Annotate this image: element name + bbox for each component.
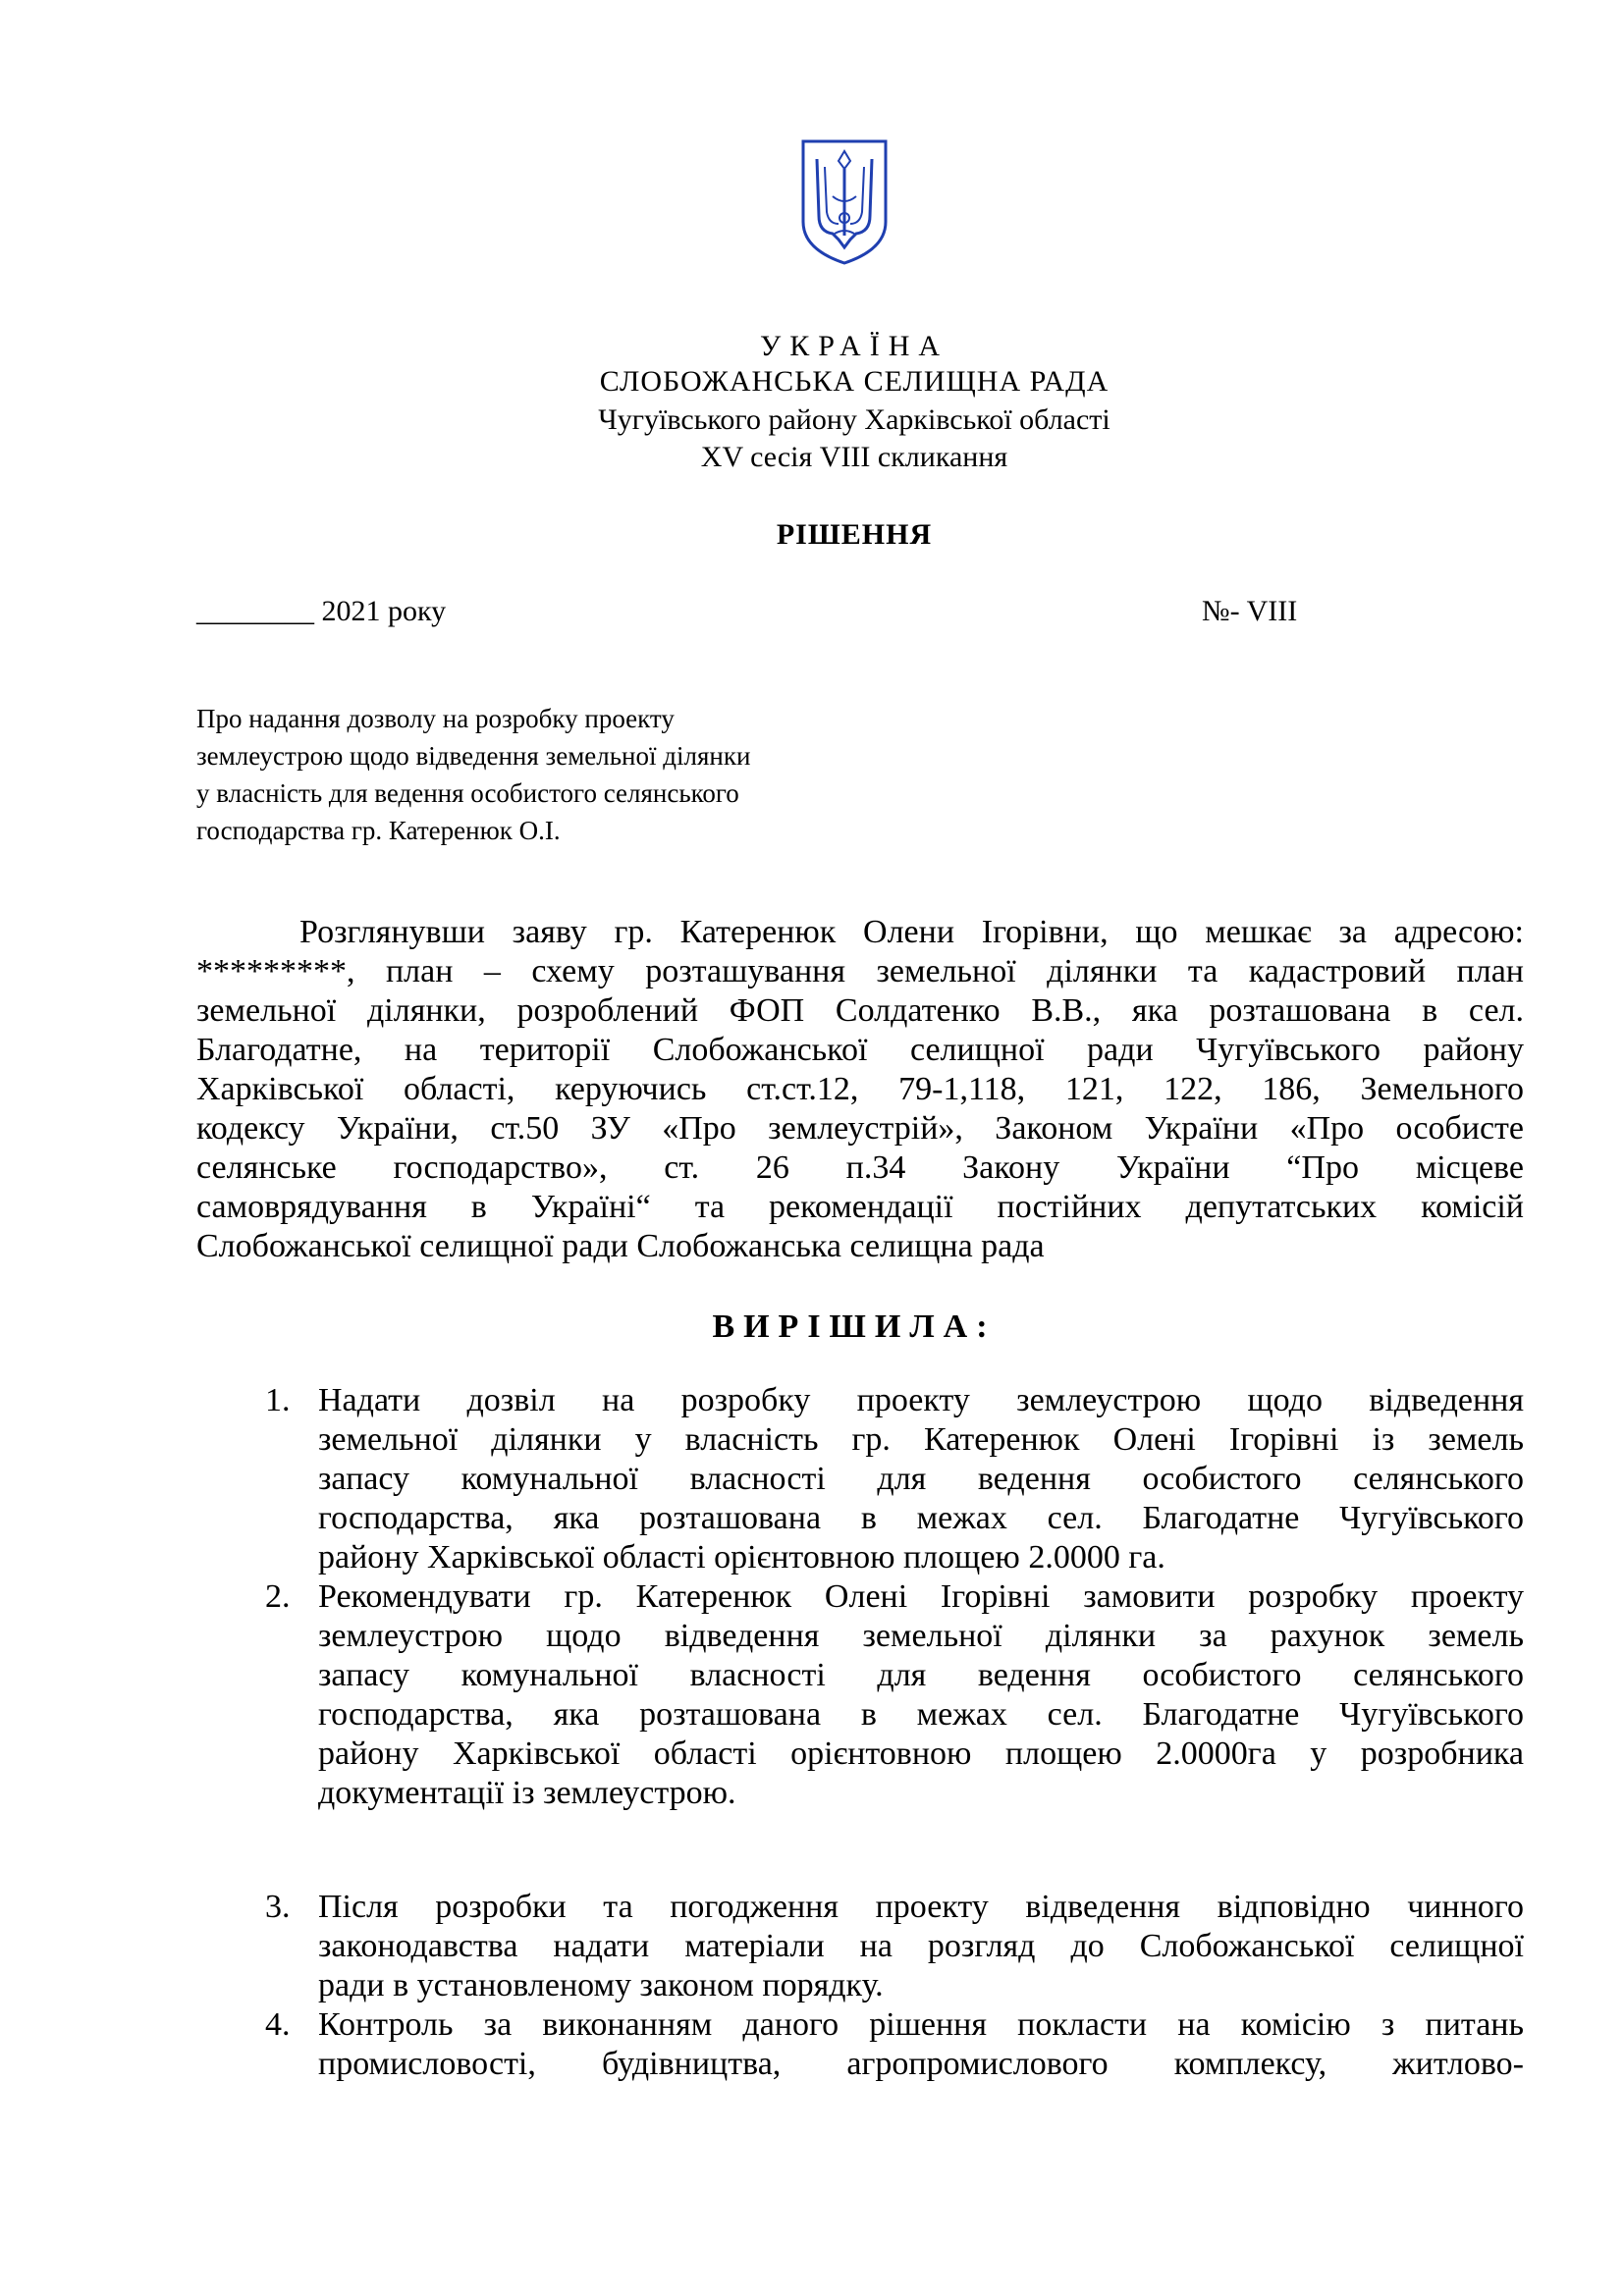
item-line: запасу комунальної власності для ведення особистого селянського [318, 1461, 1524, 1497]
decision-item [257, 1381, 1524, 1577]
item-line: району Харківської області орієнтовною площею 2.0000 га. [318, 1539, 1165, 1575]
resolved-heading: ВИРІШИЛА: [712, 1308, 997, 1345]
preamble-paragraph [196, 913, 1524, 1266]
header-council: СЛОБОЖАНСЬКА СЕЛИЩНА РАДА [599, 365, 1110, 398]
item-number: 4. [265, 2006, 291, 2043]
item-line: законодавства надати матеріали на розгляд до Слобожанської селищної [318, 1928, 1524, 1964]
subject-line: у власність для ведення особистого селянського [196, 778, 739, 808]
document-title: РІШЕННЯ [776, 518, 933, 551]
item-line: промисловості, будівництва, агропромислового комплексу, житлово- [318, 2046, 1524, 2082]
item-number: 1. [265, 1382, 291, 1418]
item-line: Надати дозвіл на розробку проекту землеустрою щодо відведення [318, 1382, 1524, 1418]
decision-item [257, 1577, 1524, 1813]
item-number: 2. [265, 1578, 291, 1615]
ukraine-coat-of-arms-icon [799, 137, 890, 267]
decision-number: №- VIII [1202, 595, 1298, 627]
preamble-line: самоврядування в Україні“ та рекомендації постійних депутатських комісій [196, 1189, 1524, 1225]
subject-line: господарства гр. Катеренюк О.І. [196, 816, 561, 845]
decision-item [257, 2005, 1524, 2084]
item-line: району Харківської області орієнтовною площею 2.0000га у розробника [318, 1735, 1524, 1772]
item-line: Рекомендувати гр. Катеренюк Олені Ігорівні замовити розробку проекту [318, 1578, 1524, 1615]
item-line: земельної ділянки у власність гр. Катеренюк Олені Ігорівні із земель [318, 1421, 1524, 1458]
subject-line: землеустрою щодо відведення земельної ділянки [196, 741, 751, 771]
item-line: господарства, яка розташована в межах сел. Благодатне Чугуївського [318, 1696, 1524, 1733]
item-line: Контроль за виконанням даного рішення покласти на комісію з питань [318, 2006, 1524, 2043]
decision-subject [196, 700, 750, 849]
decision-items-list [257, 1381, 1524, 2084]
item-line: документації із землеустрою. [318, 1775, 736, 1811]
item-line: господарства, яка розташована в межах сел. Благодатне Чугуївського [318, 1500, 1524, 1536]
preamble-line: селянське господарство», ст. 26 п.34 Закону України “Про місцеве [196, 1149, 1524, 1186]
header-district: Чугуївського району Харківської області [598, 403, 1110, 436]
subject-line: Про надання дозволу на розробку проекту [196, 704, 675, 733]
item-line: Після розробки та погодження проекту відведення відповідно чинного [318, 1889, 1524, 1925]
preamble-line: Слобожанської селищної ради Слобожанська селищна рада [196, 1228, 1045, 1264]
decision-item [257, 1888, 1524, 2005]
preamble-line: *********, план – схему розташування земельної ділянки та кадастровий план [196, 953, 1524, 989]
item-number: 3. [265, 1889, 291, 1925]
decision-date: ________ 2021 року [196, 595, 447, 627]
item-line: ради в установленому законом порядку. [318, 1967, 884, 2003]
preamble-line: Розглянувши заяву гр. Катеренюк Олени Ігорівни, що мешкає за адресою: [299, 914, 1524, 950]
preamble-line: земельної ділянки, розроблений ФОП Солдатенко В.В., яка розташована в сел. [196, 992, 1524, 1029]
header-session: XV сесія VIII скликання [700, 441, 1008, 473]
preamble-line: Благодатне, на території Слобожанської селищної ради Чугуївського району [196, 1032, 1524, 1068]
preamble-line: кодексу України, ст.50 ЗУ «Про землеустрій», Законом України «Про особисте [196, 1110, 1524, 1147]
item-line: землеустрою щодо відведення земельної ділянки за рахунок земель [318, 1618, 1524, 1654]
header-country: УКРАЇНА [759, 330, 949, 362]
item-line: запасу комунальної власності для ведення особистого селянського [318, 1657, 1524, 1693]
preamble-line: Харківської області, керуючись ст.ст.12, 79-1,118, 121, 122, 186, Земельного [196, 1071, 1524, 1107]
